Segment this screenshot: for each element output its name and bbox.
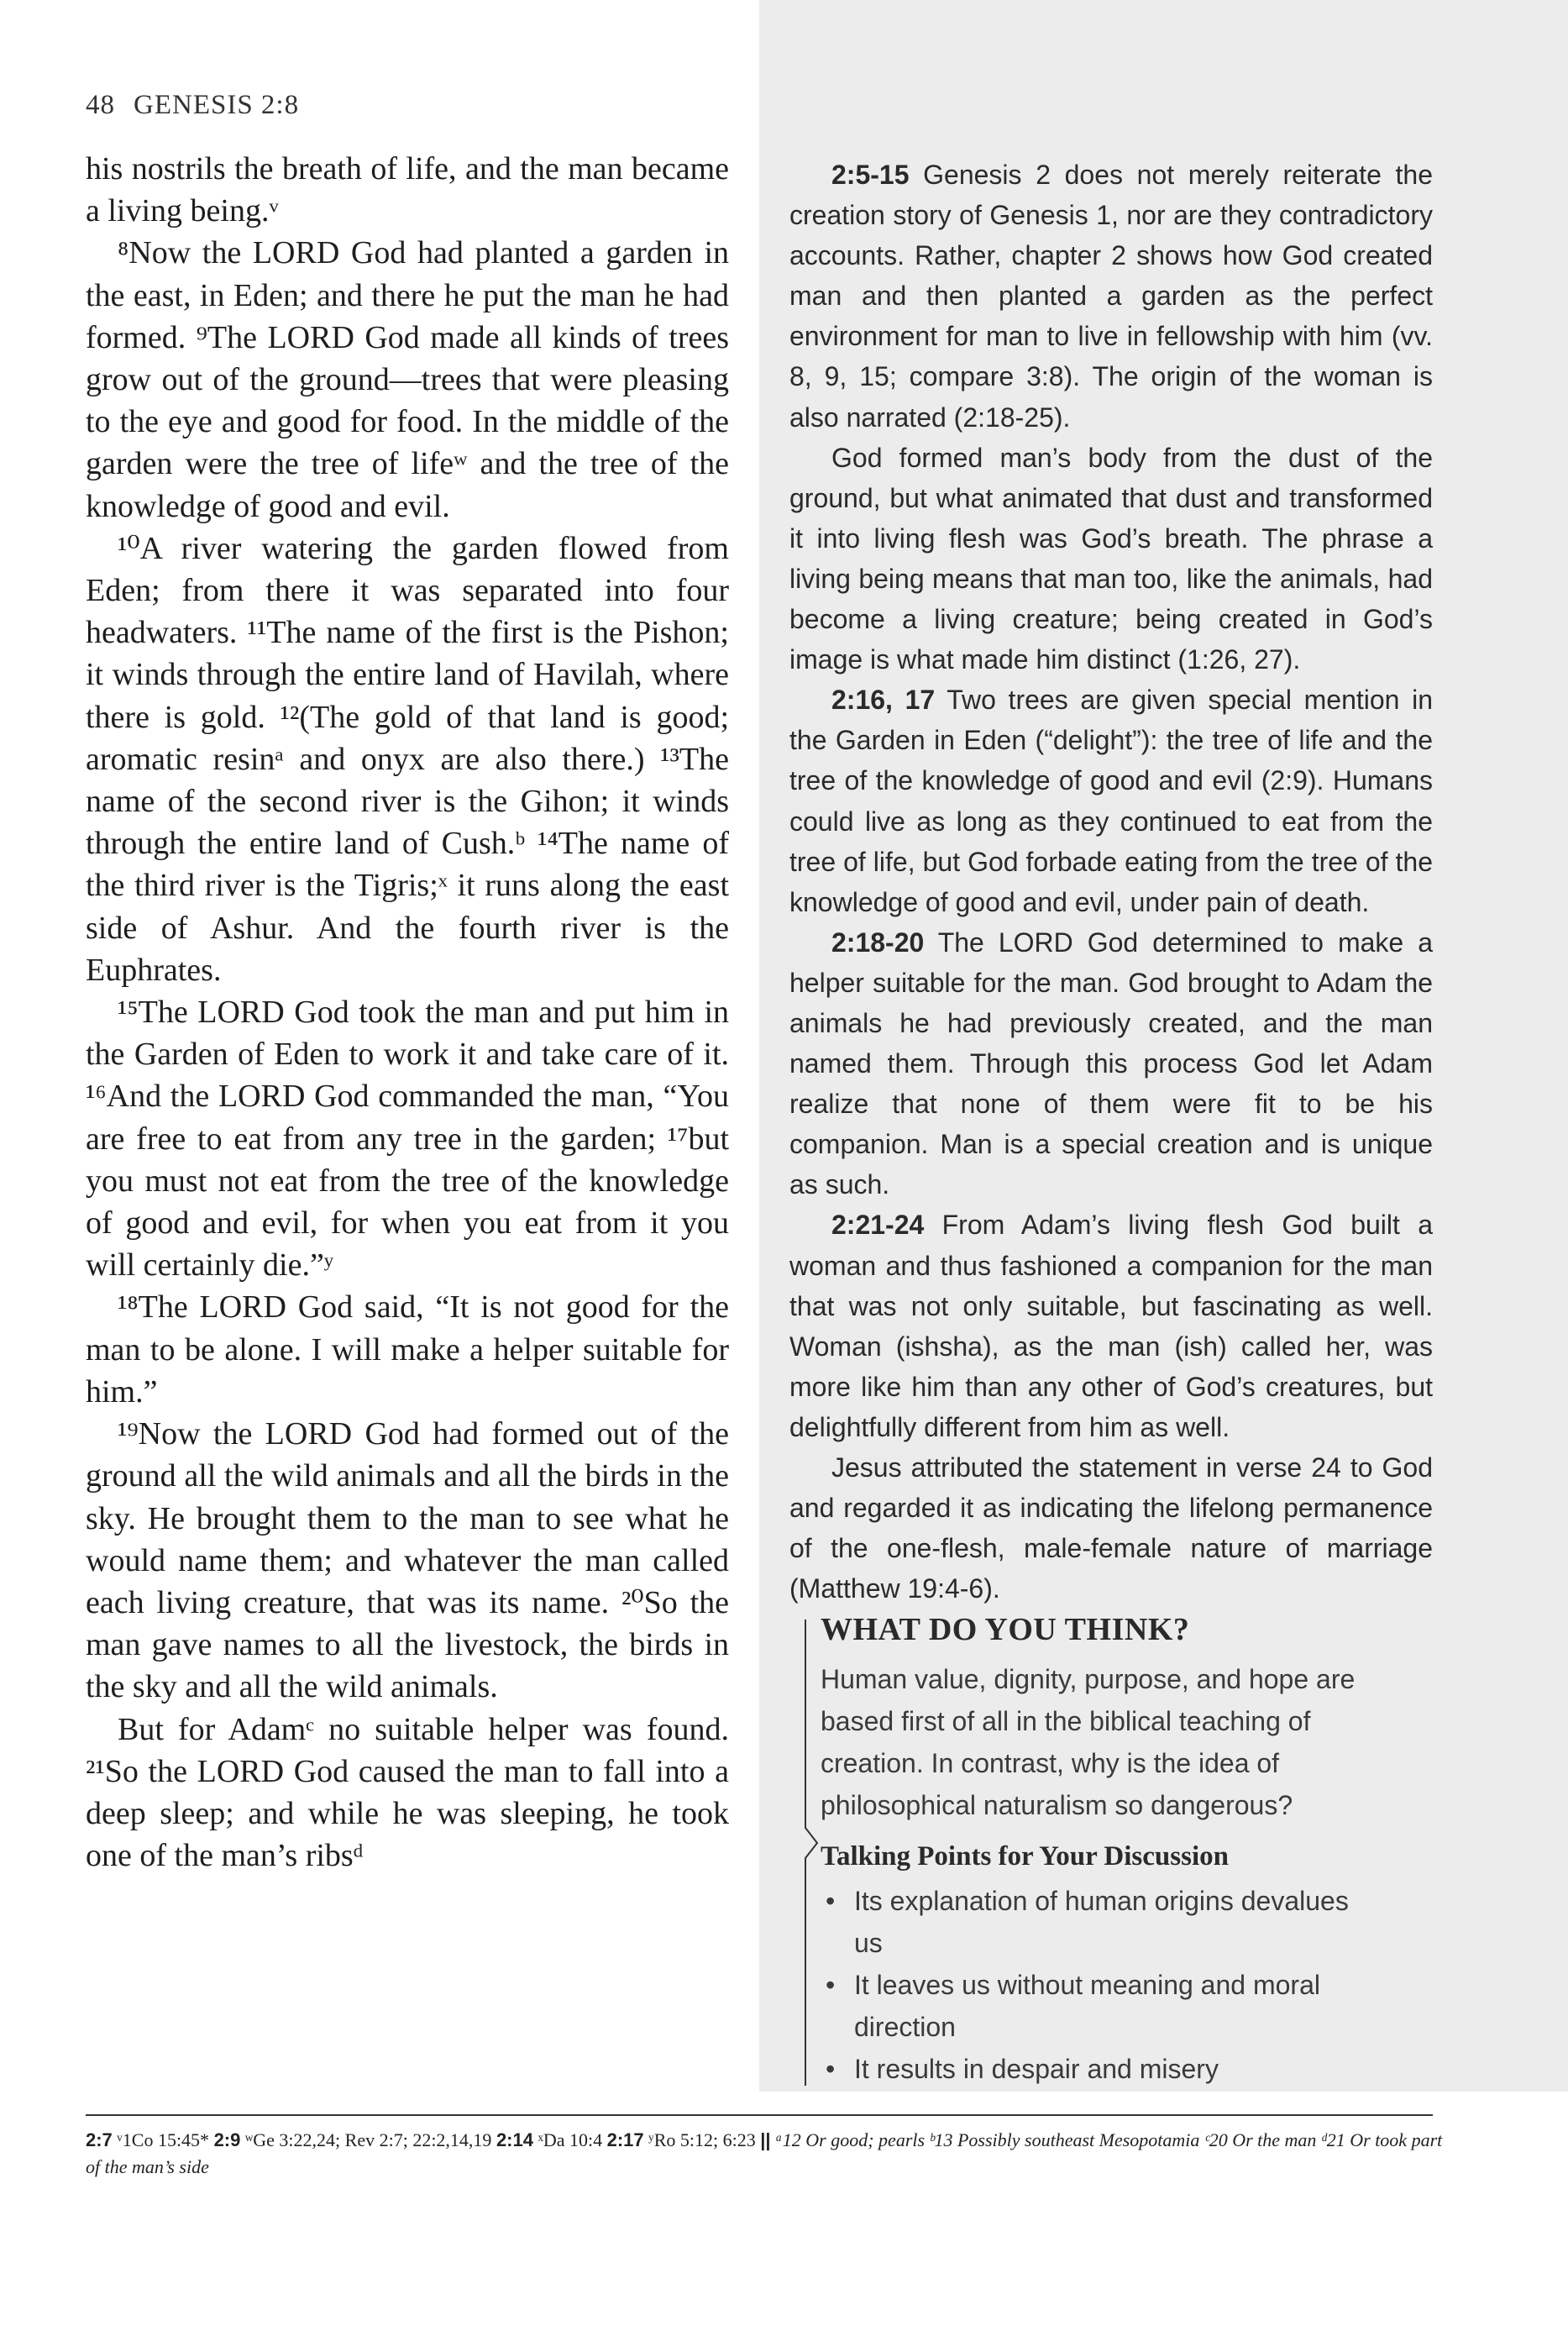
commentary-paragraph: 2:18-20 The LORD God determined to make a helper suitable for the man. God brought to Adam the animals he had previously created, and the man named them. Through this process God let Adam realize that none of them were fit to be his companion. Man is a special creation and is unique as such. <box>789 927 1433 1200</box>
scripture-paragraph: But for Adamᶜ no suitable helper was found. ²¹So the LORD God caused the man to fall into a deep sleep; and while he was sleeping, he took one of the man’s ribsᵈ <box>86 1711 729 1874</box>
what-do-you-think-box <box>802 1603 1432 2092</box>
commentary-paragraph: 2:16, 17 Two trees are given special mention in the Garden in Eden (“delight”): the tree of life and the tree of the knowledge of good and evil (2:9). Humans could live as long as they continued to eat from the tree of life, but God forbade eating from the tree of the knowledge of good and evil, under pain of death. <box>789 685 1434 917</box>
crossref-text: ʷGe 3:22,24; Rev 2:7; 22:2,14,19 <box>244 2129 492 2150</box>
textual-note: ᵃ12 Or good; pearls <box>775 2129 926 2150</box>
commentary-ref: 2:5-15 <box>831 160 910 190</box>
bullet-icon: • <box>826 1886 836 1916</box>
commentary-paragraph: Jesus attributed the statement in verse 24 to God and regarded it as indicating the lifelong permanence of the one-flesh, male-female nature of marriage (Matthew 19:4-6). <box>789 1452 1433 1604</box>
textual-note: ᶜ20 Or the man <box>1204 2129 1317 2150</box>
scripture-paragraph: ¹⁰A river watering the garden flowed from Eden; from there it was separated into four headwaters. ¹¹The name of the first is the Pishon; it winds through the entire land of Havilah, where there is gold. ¹²(The gold of that land is good; aromatic resinᵃ and onyx are also there.) ¹³The name of the second river is the Gihon; it winds through the entire land of Cush.ᵇ ¹⁴The name of the third river is the Tigris;ˣ it runs along the east side of Ashur. And the fourth river is the Euphrates. <box>86 530 729 988</box>
list-item: • It leaves us without meaning and moral direction <box>821 1964 1358 2048</box>
commentary-paragraph: God formed man’s body from the dust of the ground, but what animated that dust and transformed it into living flesh was God’s breath. The phrase a living being means that man too, like the animals, had become a living creature; being created in God’s image is what made him distinct (1:26, 27). <box>789 442 1433 675</box>
running-header <box>86 90 317 121</box>
bullet-icon: • <box>826 1970 836 2000</box>
page-number: 48 <box>86 90 115 120</box>
commentary-column <box>789 155 1433 1609</box>
talking-points-list <box>821 1880 1358 2090</box>
scripture-paragraph: ¹⁹Now the LORD God had formed out of the ground all the wild animals and all the birds in the sky. He brought them to the man to see what he would name them; and whatever the man called each living creature, that was its name. ²⁰So the man gave names to all the livestock, the birds in the sky and all the wild animals. <box>86 1416 729 1705</box>
commentary-ref: 2:16, 17 <box>831 685 936 716</box>
commentary-ref: 2:21-24 <box>831 1210 925 1241</box>
crossref-verse: 2:17 <box>606 2129 644 2150</box>
crossref-verse: 2:14 <box>496 2129 533 2150</box>
scripture-paragraph: ¹⁵The LORD God took the man and put him in the Garden of Eden to work it and take care of it. ¹⁶And the LORD God commanded the man, “You are free to eat from any tree in the garden; ¹⁷but you must not eat from the tree of the knowledge of good and evil, for when you eat from it you will certainly die.”ʸ <box>86 995 729 1284</box>
list-item: • It results in despair and misery <box>821 2048 1358 2090</box>
bullet-icon: • <box>826 2054 836 2084</box>
commentary-paragraph: 2:21-24 From Adam’s living flesh God built a woman and thus fashioned a companion for the man that was not only suitable, but fascinating as well. Woman (ishsha), as the man (ish) called her, was more like him than any other of God’s creatures, but delightfully different from him as well. <box>789 1210 1433 1442</box>
scripture-paragraph: ⁸Now the LORD God had planted a garden in the east, in Eden; and there he put the man he had formed. ⁹The LORD God made all kinds of trees grow out of the ground—trees that were pleasing to the eye and good for food. In the middle of the garden were the tree of lifeʷ and the tree of the knowledge of good and evil. <box>86 235 729 524</box>
scripture-column <box>86 148 729 1877</box>
crossref-verse: 2:7 <box>86 2129 113 2150</box>
crossref-text: ʸRo 5:12; 6:23 <box>648 2129 756 2150</box>
commentary-ref: 2:18-20 <box>831 927 925 958</box>
sidebar-title: WHAT DO YOU THINK? <box>821 1612 1190 1647</box>
sidebar-question: Human value, dignity, purpose, and hope are based first of all in the biblical teaching of creation. In contrast, why is the idea of philosophical naturalism so dangerous? <box>821 1664 1356 1820</box>
scripture-paragraph: his nostrils the breath of life, and the man became a living being.ᵛ <box>86 151 729 229</box>
list-item: • Its explanation of human origins devalues us <box>821 1880 1358 1964</box>
talking-points-title: Talking Points for Your Discussion <box>821 1841 1229 1872</box>
commentary-paragraph: 2:5-15 Genesis 2 does not merely reiterate the creation story of Genesis 1, nor are they contradictory accounts. Rather, chapter 2 shows how God created man and then planted a garden as the perfect environment for man to live in fellowship with him (vv. 8, 9, 15; compare 3:8). The origin of the woman is also narrated (2:18-25). <box>789 160 1433 433</box>
crossref-verse: 2:9 <box>213 2129 241 2150</box>
crossref-text: ᵛ1Co 15:45* <box>117 2129 210 2150</box>
footnote-separator: || <box>760 2129 771 2150</box>
footnote-divider <box>86 2114 1433 2116</box>
textual-note: ᵈ21 Or took part of the man’s side <box>86 2129 1443 2177</box>
textual-note: ᵇ13 Possibly southeast Mesopotamia <box>929 2129 1200 2150</box>
footnotes <box>86 2127 1446 2181</box>
scripture-paragraph: ¹⁸The LORD God said, “It is not good for the man to be alone. I will make a helper suitable for him.” <box>86 1289 729 1410</box>
crossref-text: ˣDa 10:4 <box>538 2129 603 2150</box>
running-head: GENESIS 2:8 <box>134 90 300 120</box>
